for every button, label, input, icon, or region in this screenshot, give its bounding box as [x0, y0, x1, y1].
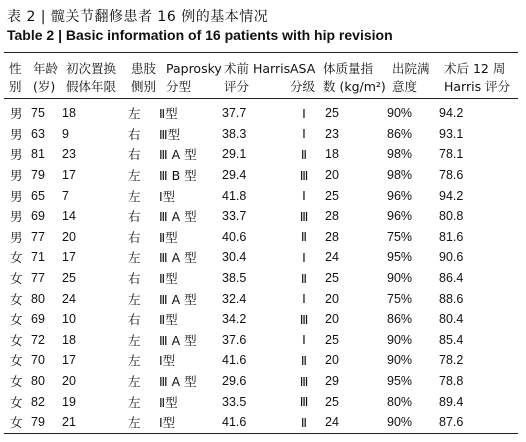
table-cell: 17: [62, 250, 76, 265]
table-cell: 23: [325, 126, 339, 141]
table-cell: 男: [10, 188, 23, 204]
table-cell: 78.2: [439, 353, 464, 368]
table-row: [0, 371, 519, 392]
column-header-line: 意度: [392, 79, 418, 94]
table-cell: 24: [62, 291, 76, 306]
table-cell: 32.4: [222, 291, 247, 306]
table-cell: 37.7: [222, 106, 247, 121]
table-cell: 9: [62, 126, 69, 141]
column-header: [224, 60, 290, 96]
table-cell: 右: [128, 229, 141, 245]
table-cell: 左: [128, 106, 141, 122]
table-cell: 20: [325, 353, 339, 368]
table-cell: 30.4: [222, 250, 247, 265]
table-cell: 34.2: [222, 312, 247, 327]
table-cell: 41.6: [222, 415, 247, 430]
table-cell: 90.6: [439, 250, 464, 265]
table-cell: 37.6: [222, 332, 247, 347]
column-header: [66, 60, 116, 96]
table-caption-chinese: 表 2 | 髋关节翻修患者 16 例的基本情况: [7, 9, 269, 25]
column-header: [392, 60, 430, 96]
table-cell: 14: [62, 209, 76, 224]
table-cell: 18: [62, 332, 76, 347]
table-cell: Ⅰ: [302, 332, 306, 348]
table-cell: 86%: [387, 312, 413, 327]
table-cell: 93.1: [439, 126, 464, 141]
table-cell: 29.4: [222, 168, 247, 183]
table-cell: 96%: [387, 209, 413, 224]
table-cell: Ⅱ型: [159, 229, 178, 245]
column-header-line: (岁): [33, 79, 56, 94]
table-cell: 左: [128, 250, 141, 266]
table-cell: Ⅱ型: [159, 106, 178, 122]
column-header-line: 侧别: [131, 79, 157, 94]
table-cell: 86.4: [439, 271, 464, 286]
table-cell: 98%: [387, 147, 413, 162]
table-cell: 81: [31, 147, 45, 162]
table-cell: Ⅲ A 型: [159, 209, 197, 225]
column-header-line: 假体年限: [66, 79, 117, 94]
table-row: [0, 350, 519, 371]
table-cell: 左: [128, 415, 141, 431]
table-cell: 38.3: [222, 126, 247, 141]
table-row: [0, 412, 519, 433]
table-cell: 17: [62, 168, 76, 183]
table-cell: 女: [10, 271, 23, 287]
table-cell: 女: [10, 374, 23, 390]
column-header-line: 性: [9, 61, 22, 76]
table-cell: 81.6: [439, 229, 464, 244]
table-cell: 右: [128, 147, 141, 163]
table-cell: Ⅲ A 型: [159, 147, 197, 163]
table-row: [0, 330, 519, 351]
table-row: [0, 144, 519, 165]
table-body: [0, 103, 519, 433]
table-cell: 41.6: [222, 353, 247, 368]
table-cell: 25: [325, 271, 339, 286]
table-cell: Ⅲ: [299, 311, 309, 327]
table-cell: 33.7: [222, 209, 247, 224]
table-cell: 男: [10, 106, 23, 122]
table-cell: Ⅱ型: [159, 312, 178, 328]
table-cell: 89.4: [439, 394, 464, 409]
column-header: [323, 60, 386, 96]
table-cell: Ⅰ: [302, 249, 306, 265]
table-cell: Ⅲ A 型: [159, 250, 197, 266]
column-header-line: Harris 评分: [444, 79, 511, 94]
table-cell: 98%: [387, 168, 413, 183]
column-header: [9, 60, 22, 96]
table-cell: 男: [10, 209, 23, 225]
table-cell: Ⅱ型: [159, 271, 178, 287]
table-cell: 65: [31, 188, 45, 203]
table-cell: 69: [31, 312, 45, 327]
table-cell: 77: [31, 229, 45, 244]
table-row: [0, 268, 519, 289]
table-cell: Ⅰ型: [159, 415, 176, 431]
table-cell: 29: [325, 374, 339, 389]
table-cell: 男: [10, 126, 23, 142]
table-cell: 80.8: [439, 209, 464, 224]
table-cell: 左: [128, 374, 141, 390]
table-cell: 24: [325, 250, 339, 265]
column-header-line: 别: [9, 79, 22, 94]
column-header-line: 年龄: [33, 61, 59, 76]
table-row: [0, 206, 519, 227]
column-header-line: Paprosky: [166, 61, 222, 76]
table-cell: 90%: [387, 106, 413, 121]
table-cell: 80%: [387, 394, 413, 409]
table-cell: 24: [325, 415, 339, 430]
table-cell: 20: [325, 312, 339, 327]
table-cell: Ⅰ型: [159, 353, 176, 369]
table-row: [0, 124, 519, 145]
column-header-line: 术前 Harris: [224, 61, 291, 76]
table-cell: 28: [325, 209, 339, 224]
table-cell: 7: [62, 188, 69, 203]
table-cell: Ⅲ A 型: [159, 332, 197, 348]
table-cell: Ⅲ: [299, 167, 309, 183]
table-cell: 左: [128, 168, 141, 184]
table-cell: 左: [128, 394, 141, 410]
table-cell: 33.5: [222, 394, 247, 409]
table-cell: 77: [31, 271, 45, 286]
table-cell: 17: [62, 353, 76, 368]
column-header: [290, 60, 315, 96]
table-cell: Ⅱ: [300, 270, 308, 286]
column-header-line: 患肢: [131, 61, 157, 76]
table-cell: Ⅱ: [300, 229, 308, 245]
table-cell: 女: [10, 250, 23, 266]
column-header-line: 分级: [290, 79, 316, 94]
table-cell: 右: [128, 312, 141, 328]
table-cell: 94.2: [439, 106, 464, 121]
table-row: [0, 288, 519, 309]
table-cell: 25: [62, 271, 76, 286]
table-cell: Ⅱ: [300, 146, 308, 162]
table-row: [0, 391, 519, 412]
table-cell: 88.6: [439, 291, 464, 306]
table-cell: 79: [31, 415, 45, 430]
table-cell: 左: [128, 353, 141, 369]
table-cell: 95%: [387, 374, 413, 389]
table-cell: Ⅲ型: [159, 126, 181, 142]
table-cell: 78.6: [439, 168, 464, 183]
column-header-line: 出院满: [392, 61, 430, 76]
table-cell: Ⅲ A 型: [159, 374, 197, 390]
table-cell: 25: [325, 106, 339, 121]
table-cell: 女: [10, 332, 23, 348]
table-cell: 75%: [387, 291, 413, 306]
table-cell: Ⅲ: [299, 394, 309, 410]
table-cell: Ⅲ: [299, 208, 309, 224]
table-cell: Ⅰ: [302, 291, 306, 307]
table-cell: 20: [325, 168, 339, 183]
table-cell: 20: [62, 374, 76, 389]
table-cell: 女: [10, 415, 23, 431]
table-cell: 75: [31, 106, 45, 121]
table-cell: 78.1: [439, 147, 464, 162]
table-cell: 25: [325, 188, 339, 203]
table-cell: 79: [31, 168, 45, 183]
table-cell: 90%: [387, 415, 413, 430]
table-cell: 19: [62, 394, 76, 409]
table-cell: 80.4: [439, 312, 464, 327]
table-cell: Ⅰ型: [159, 188, 176, 204]
table-cell: Ⅰ: [302, 105, 306, 121]
table-cell: 78.8: [439, 374, 464, 389]
table-row: [0, 227, 519, 248]
table-cell: Ⅲ A 型: [159, 291, 197, 307]
table-cell: 10: [62, 312, 76, 327]
table-cell: Ⅲ: [299, 373, 309, 389]
column-header-line: 分型: [166, 79, 192, 94]
column-header-line: 评分: [224, 79, 250, 94]
table-row: [0, 247, 519, 268]
table-row: [0, 103, 519, 124]
table-cell: 29.1: [222, 147, 247, 162]
table-cell: 女: [10, 312, 23, 328]
table-cell: 25: [325, 394, 339, 409]
table-cell: 41.8: [222, 188, 247, 203]
table-cell: Ⅱ型: [159, 394, 178, 410]
table-cell: 94.2: [439, 188, 464, 203]
table-cell: 90%: [387, 332, 413, 347]
table-cell: 86%: [387, 126, 413, 141]
table-cell: 96%: [387, 188, 413, 203]
table-cell: 右: [128, 209, 141, 225]
table-cell: 左: [128, 332, 141, 348]
table-row: [0, 165, 519, 186]
table-cell: 女: [10, 291, 23, 307]
column-header: [444, 60, 510, 96]
column-header: [33, 60, 58, 96]
table-cell: Ⅰ: [302, 126, 306, 142]
table-row: [0, 185, 519, 206]
table-cell: 29.6: [222, 374, 247, 389]
table-cell: 82: [31, 394, 45, 409]
table-cell: 18: [325, 147, 339, 162]
table-cell: 85.4: [439, 332, 464, 347]
header-rule: [4, 98, 518, 99]
table-cell: 90%: [387, 353, 413, 368]
column-header-line: ASA: [290, 61, 316, 76]
table-cell: 80: [31, 291, 45, 306]
data-table: [0, 103, 519, 433]
table-cell: 69: [31, 209, 45, 224]
column-header: [166, 60, 222, 96]
table-cell: 23: [62, 147, 76, 162]
column-header-line: 数 (kg/m²): [323, 79, 386, 94]
column-header-line: 术后 12 周: [444, 61, 506, 76]
table-row: [0, 309, 519, 330]
table-cell: 左: [128, 188, 141, 204]
table-cell: 男: [10, 168, 23, 184]
table-cell: 28: [325, 229, 339, 244]
table-cell: Ⅰ: [302, 188, 306, 204]
table-cell: 80: [31, 374, 45, 389]
table-cell: 75%: [387, 229, 413, 244]
table-cell: 20: [62, 229, 76, 244]
table-cell: 72: [31, 332, 45, 347]
table-cell: 男: [10, 147, 23, 163]
table-cell: 男: [10, 229, 23, 245]
table-cell: 38.5: [222, 271, 247, 286]
table-cell: 63: [31, 126, 45, 141]
table-cell: 87.6: [439, 415, 464, 430]
table-cell: 女: [10, 394, 23, 410]
bottom-rule: [4, 433, 518, 434]
table-cell: 90%: [387, 271, 413, 286]
column-header-line: 初次置换: [66, 61, 117, 76]
table-cell: 95%: [387, 250, 413, 265]
table-cell: 18: [62, 106, 76, 121]
table-cell: 右: [128, 271, 141, 287]
table-cell: 70: [31, 353, 45, 368]
table-cell: Ⅲ B 型: [159, 168, 197, 184]
table-cell: 21: [62, 415, 76, 430]
column-header: [131, 60, 156, 96]
table-cell: Ⅱ: [300, 352, 308, 368]
table-cell: 40.6: [222, 229, 247, 244]
top-rule: [4, 52, 518, 53]
table-cell: 左: [128, 291, 141, 307]
table-cell: 右: [128, 126, 141, 142]
table-caption-english: Table 2 | Basic information of 16 patients with hip revision: [7, 27, 393, 43]
table-cell: 女: [10, 353, 23, 369]
column-header-line: 体质量指: [323, 61, 374, 76]
table-cell: Ⅱ: [300, 414, 308, 430]
table-cell: 25: [325, 332, 339, 347]
table-cell: 71: [31, 250, 45, 265]
table-cell: 20: [325, 291, 339, 306]
